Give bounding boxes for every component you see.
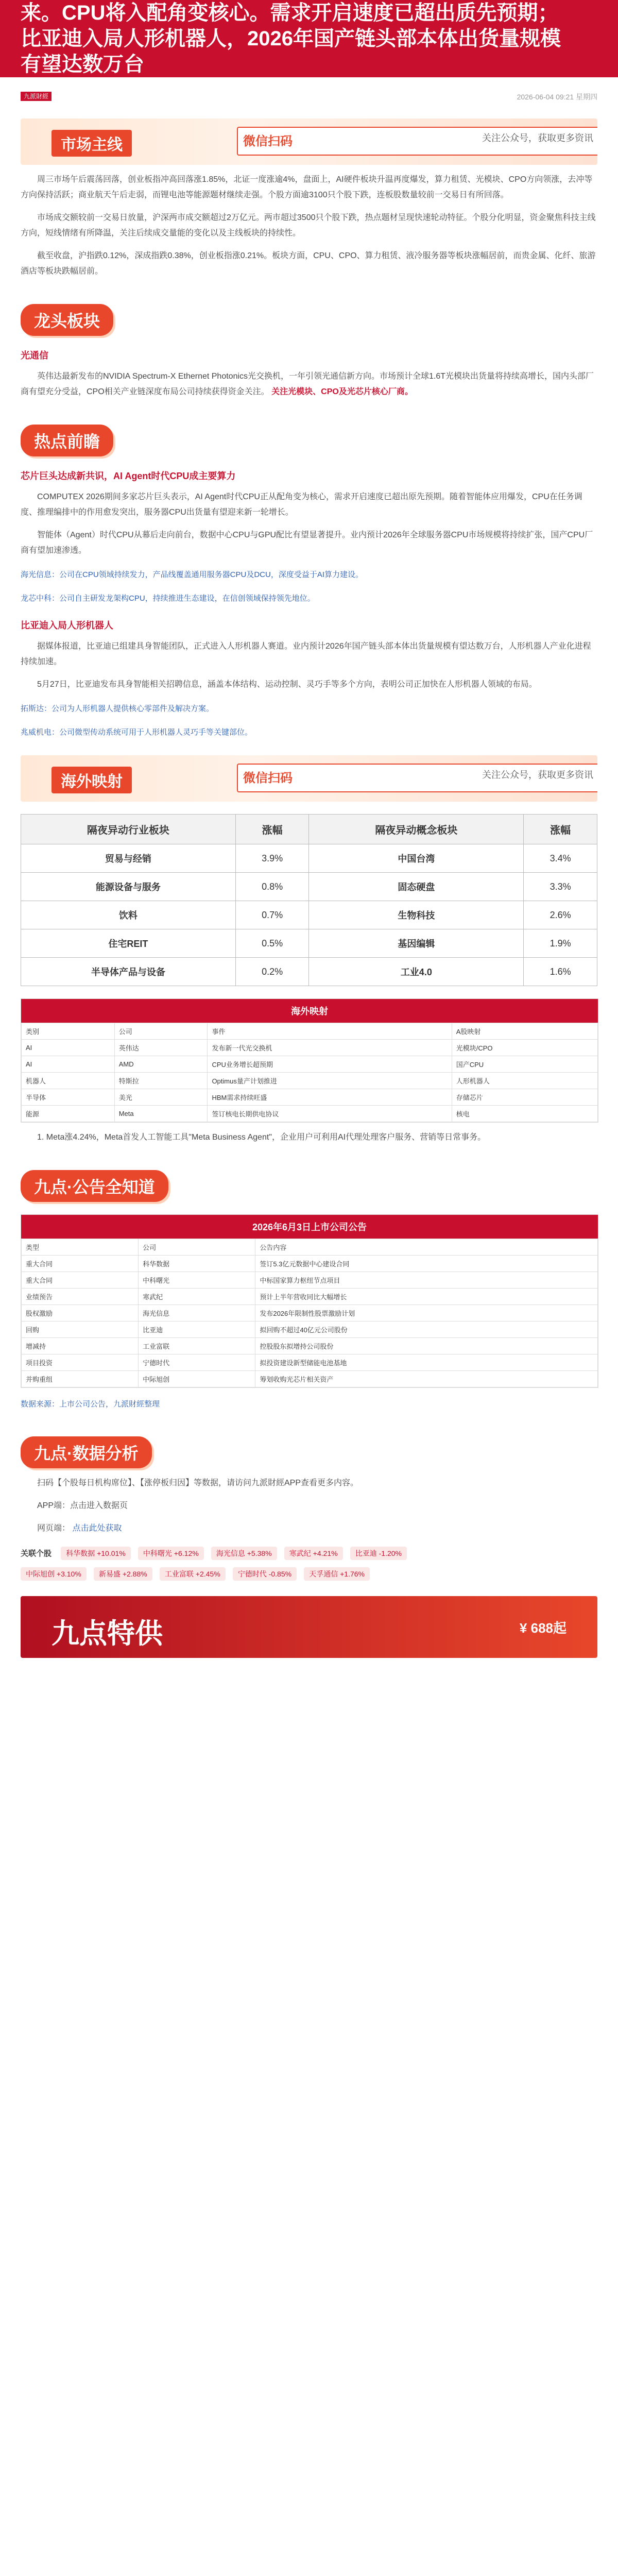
table-cell: 项目投资 — [22, 1354, 139, 1371]
stock-chip[interactable]: 中科曙光 +6.12% — [138, 1547, 204, 1560]
table-cell: 签订5.3亿元数据中心建设合同 — [255, 1256, 598, 1272]
data-paragraph: 扫码【个股每日机构席位】、【涨停板归因】等数据，请访问九派財經APP查看更多内容。 — [37, 1479, 359, 1487]
table-title: 海外映射 — [21, 999, 598, 1023]
table-row — [21, 844, 597, 873]
stock-chip[interactable]: 宁德时代 -0.85% — [233, 1567, 297, 1581]
table-cell: CPU业务增长超预期 — [208, 1056, 452, 1073]
topic-paragraph: 5月27日，比亚迪发布具身智能相关招聘信息，涵盖本体结构、运动控制、灵巧手等多个方向，表明公司正加快在人形机器人领域的布局。 — [37, 680, 537, 689]
stock-chip[interactable]: 海光信息 +5.38% — [211, 1547, 277, 1560]
stock-chip[interactable]: 科华数据 +10.01% — [61, 1547, 131, 1560]
app-line: APP端：点击进入数据页 — [37, 1501, 128, 1510]
qr-text: 关注公众号，获取更多资讯 — [482, 770, 593, 780]
table-cell: 半导体产品与设备 — [21, 958, 236, 986]
column-header: 涨幅 — [524, 815, 597, 844]
stock-row — [21, 1547, 597, 1560]
qr-label: 微信扫码 — [243, 771, 293, 785]
topic-paragraph: COMPUTEX 2026期间多家芯片巨头表示，AI Agent时代CPU正从配角变为核心，需求开启速度已超出原先预期。随着智能体应用爆发，CPU在任务调度、推理编排中的作用愈发突出，服务器CPU出货量有望迎来新一轮增长。 — [21, 493, 582, 517]
column-header: 公司 — [114, 1023, 208, 1040]
section-title: 热点前瞻 — [21, 425, 113, 456]
company-note: 龙芯中科：公司自主研发龙架构CPU，持续推进生态建设，在信创领域保持领先地位。 — [21, 594, 315, 603]
table-cell: 工业富联 — [139, 1338, 255, 1354]
banner-market-mainline — [21, 118, 597, 165]
table-cell: 增减持 — [22, 1338, 139, 1354]
data-link[interactable]: 点击此处获取 — [72, 1524, 122, 1533]
table-cell: 能源 — [22, 1106, 115, 1122]
column-header: A股映射 — [452, 1023, 597, 1040]
company-note: 兆威机电：公司微型传动系统可用于人形机器人灵巧手等关键部位。 — [21, 728, 253, 737]
sector-label: 光通信 — [21, 350, 48, 361]
stock-chip[interactable]: 新易盛 +2.88% — [94, 1567, 152, 1581]
table-cell: 筹划收购光芯片相关资产 — [255, 1371, 598, 1387]
table-cell: 核电 — [452, 1106, 597, 1122]
table-cell: 固态硬盘 — [309, 873, 524, 901]
table-row — [22, 1106, 598, 1122]
related-stocks — [21, 1547, 597, 1581]
web-label: 网页端： — [37, 1524, 71, 1533]
table-cell: 0.7% — [235, 901, 309, 929]
table-cell: 住宅REIT — [21, 929, 236, 958]
table-cell: 1.6% — [524, 958, 597, 986]
table-cell: 饮料 — [21, 901, 236, 929]
table-cell: 1.9% — [524, 929, 597, 958]
column-header: 类型 — [22, 1239, 139, 1256]
table-cell: Optimus量产计划推进 — [208, 1073, 452, 1089]
table-cell: 中际旭创 — [139, 1371, 255, 1387]
table-row — [21, 873, 597, 901]
table-row — [22, 1321, 598, 1338]
qr-label: 微信扫码 — [243, 134, 293, 148]
stock-chip[interactable]: 工业富联 +2.45% — [160, 1567, 226, 1581]
stock-chip[interactable]: 天孚通信 +1.76% — [304, 1567, 370, 1581]
company-note: 海光信息：公司在CPU领域持续发力，产品线覆盖通用服务器CPU及DCU，深度受益于AI算力建设。 — [21, 570, 364, 579]
section-data-analysis — [21, 1432, 597, 1468]
sector-paragraph — [21, 369, 597, 400]
qr-box[interactable] — [237, 127, 597, 156]
section-hot-preview — [21, 420, 597, 456]
publish-date: 2026-06-04 09:21 星期四 — [517, 93, 597, 101]
banner-title: 海外映射 — [52, 767, 132, 793]
intro-paragraph: 周三市场午后震荡回落，创业板指冲高回落涨1.85%，北证一度涨逾4%，盘面上，AI硬件板块升温再度爆发，算力租赁、光模块、CPO方向领涨，去冲等方向保持活跃；商业航天午后走弱，而锂电池等能源题材继续走强。个股方面逾3100只个股下跌，连板股数量较前一交易日有所回落。 — [21, 175, 593, 199]
table-cell: 光模块/CPO — [452, 1040, 597, 1056]
table-cell: AI — [22, 1056, 115, 1073]
table-cell: 拟投资建设新型储能电池基地 — [255, 1354, 598, 1371]
stock-chip[interactable]: 寒武纪 +4.21% — [284, 1547, 343, 1560]
table-cell: 拟回购不超过40亿元公司股份 — [255, 1321, 598, 1338]
table-cell: 贸易与经销 — [21, 844, 236, 873]
title-line-2: 比亚迪入局人形机器人，2026年国产链头部本体出货量规模 — [21, 27, 561, 50]
table-cell: 3.9% — [235, 844, 309, 873]
table-cell: 控股股东拟增持公司股份 — [255, 1338, 598, 1354]
company-note: 拓斯达：公司为人形机器人提供核心零部件及解决方案。 — [21, 704, 214, 713]
section-title: 九点·数据分析 — [21, 1436, 152, 1468]
section-announcements — [21, 1166, 597, 1202]
banner-title: 市场主线 — [52, 130, 132, 157]
stocks-label: 关联个股 — [21, 1549, 52, 1558]
table-cell: 工业4.0 — [309, 958, 524, 986]
column-header: 事件 — [208, 1023, 452, 1040]
table-cell: 中科曙光 — [139, 1272, 255, 1289]
table-footnote: 数据来源：上市公司公告，九派財經整理 — [21, 1400, 160, 1409]
section-leading-sectors — [21, 300, 597, 336]
article-title — [0, 0, 618, 77]
table-cell: 3.4% — [524, 844, 597, 873]
table-row — [22, 1354, 598, 1371]
table-cell: 回购 — [22, 1321, 139, 1338]
topic-paragraph: 据媒体报道，比亚迪已组建具身智能团队，正式进入人形机器人赛道。业内预计2026年国产链头部本体出货量规模有望达数万台，人形机器人产业化进程持续加速。 — [21, 642, 591, 666]
column-header: 隔夜异动概念板块 — [309, 815, 524, 844]
table-row — [22, 1040, 598, 1056]
table-cell: Meta — [114, 1106, 208, 1122]
table-cell: 并购重组 — [22, 1371, 139, 1387]
table-cell: 基因编辑 — [309, 929, 524, 958]
table-header-row — [22, 1023, 598, 1040]
table-cell: 特斯拉 — [114, 1073, 208, 1089]
table-row — [22, 1056, 598, 1073]
table-row — [21, 958, 597, 986]
column-header: 隔夜异动行业板块 — [21, 815, 236, 844]
table-header-row — [21, 815, 597, 844]
table-cell: 英伟达 — [114, 1040, 208, 1056]
promo-price: ¥ 688起 — [519, 1620, 566, 1636]
table-cell: 存储芯片 — [452, 1089, 597, 1106]
table-cell: 签订核电长期供电协议 — [208, 1106, 452, 1122]
qr-box[interactable] — [237, 764, 597, 792]
overseas-summary: 1. Meta涨4.24%，Meta首发人工智能工具"Meta Business Agent"，企业用户可利用AI代理处理客户服务、营销等日常事务。 — [37, 1133, 486, 1142]
section-title: 龙头板块 — [21, 304, 113, 336]
column-header: 公司 — [139, 1239, 255, 1256]
table-cell: 机器人 — [22, 1073, 115, 1089]
intro-paragraph: 截至收盘，沪指跌0.12%，深成指跌0.38%，创业板指涨0.21%。板块方面，CPU、CPO、算力租赁、液冷服务器等板块涨幅居前，而贵金属、化纤、旅游酒店等板块跌幅居前。 — [21, 251, 596, 276]
topic-label: 芯片巨头达成新共识，AI Agent时代CPU成主要算力 — [21, 471, 236, 481]
table-cell: 股权激励 — [22, 1305, 139, 1321]
table-cell: AMD — [114, 1056, 208, 1073]
table-row — [22, 1272, 598, 1289]
table-row — [22, 1338, 598, 1354]
sector-highlight: 关注光模块、CPO及光芯片核心厂商。 — [271, 387, 413, 396]
sector-text: 英伟达最新发布的NVIDIA Spectrum-X Ethernet Photonics光交换机，一年引领光通信新方向。市场预计全球1.6T光模块出货量将持续高增长，国内头部厂商有望充分受益，CPO相关产业链深度布局公司持续获得资金关注。 — [21, 372, 594, 396]
table-cell: 重大合同 — [22, 1256, 139, 1272]
table-cell: 预计上半年营收同比大幅增长 — [255, 1289, 598, 1305]
promo-title: 九点特供 — [52, 1618, 163, 1649]
table-row — [21, 901, 597, 929]
stock-chip[interactable]: 比亚迪 -1.20% — [350, 1547, 407, 1560]
table-cell: 中标国家算力枢纽节点项目 — [255, 1272, 598, 1289]
table-cell: 发布2026年限制性股票激励计划 — [255, 1305, 598, 1321]
overseas-mapping-table — [21, 998, 598, 1123]
title-line-3: 有望达数万台 — [21, 53, 144, 76]
table-cell: 半导体 — [22, 1089, 115, 1106]
table-cell: 3.3% — [524, 873, 597, 901]
table-row — [22, 1089, 598, 1106]
table-cell: 生物科技 — [309, 901, 524, 929]
column-header: 类别 — [22, 1023, 115, 1040]
article-meta — [0, 92, 618, 103]
stock-row — [21, 1567, 597, 1581]
qr-text: 关注公众号，获取更多资讯 — [482, 133, 593, 143]
announcement-table — [21, 1214, 598, 1388]
table-cell: 人形机器人 — [452, 1073, 597, 1089]
table-cell: AI — [22, 1040, 115, 1056]
table-row — [22, 1371, 598, 1387]
table-cell: 比亚迪 — [139, 1321, 255, 1338]
promo-banner[interactable] — [21, 1596, 597, 1658]
table-cell: 国产CPU — [452, 1056, 597, 1073]
section-title: 九点·公告全知道 — [21, 1170, 168, 1202]
table-cell: 寒武纪 — [139, 1289, 255, 1305]
table-cell: 宁德时代 — [139, 1354, 255, 1371]
table-cell: 能源设备与服务 — [21, 873, 236, 901]
web-line — [21, 1521, 597, 1536]
table-row — [22, 1256, 598, 1272]
table-cell: 中国台湾 — [309, 844, 524, 873]
table-cell: 业绩预告 — [22, 1289, 139, 1305]
table-cell: 0.5% — [235, 929, 309, 958]
table-row — [22, 1073, 598, 1089]
topic-label: 比亚迪入局人形机器人 — [21, 620, 113, 631]
table-cell: 海光信息 — [139, 1305, 255, 1321]
table-cell: 0.2% — [235, 958, 309, 986]
overnight-sector-table — [21, 814, 597, 986]
table-cell: 重大合同 — [22, 1272, 139, 1289]
table-row — [22, 1289, 598, 1305]
table-cell: 科华数据 — [139, 1256, 255, 1272]
stock-chip[interactable]: 中际旭创 +3.10% — [21, 1567, 87, 1581]
table-cell: 2.6% — [524, 901, 597, 929]
topic-paragraph: 智能体（Agent）时代CPU从幕后走向前台，数据中心CPU与GPU配比有望显著提升。业内预计2026年全球服务器CPU市场规模将持续扩张，国产CPU厂商有望加速渗透。 — [21, 531, 593, 555]
source-tag: 九派財經 — [21, 92, 52, 101]
table-cell: 0.8% — [235, 873, 309, 901]
table-row — [22, 1305, 598, 1321]
banner-overseas — [21, 755, 597, 802]
table-title: 2026年6月3日上市公司公告 — [21, 1215, 598, 1239]
column-header: 公告内容 — [255, 1239, 598, 1256]
table-row — [21, 929, 597, 958]
column-header: 涨幅 — [235, 815, 309, 844]
table-cell: 美光 — [114, 1089, 208, 1106]
table-cell: HBM需求持续旺盛 — [208, 1089, 452, 1106]
intro-paragraph: 市场成交额较前一交易日放量，沪深两市成交额超过2万亿元。两市超过3500只个股下跌，热点题材呈现快速轮动特征。个股分化明显，资金聚焦科技主线方向，短线情绪有所降温，关注后续成交量能的变化以及主线板块的持续性。 — [21, 213, 596, 238]
title-line-1: 来。CPU将入配角变核心。需求开启速度已超出质先预期； — [21, 2, 559, 24]
table-cell: 发布新一代光交换机 — [208, 1040, 452, 1056]
table-header-row — [22, 1239, 598, 1256]
